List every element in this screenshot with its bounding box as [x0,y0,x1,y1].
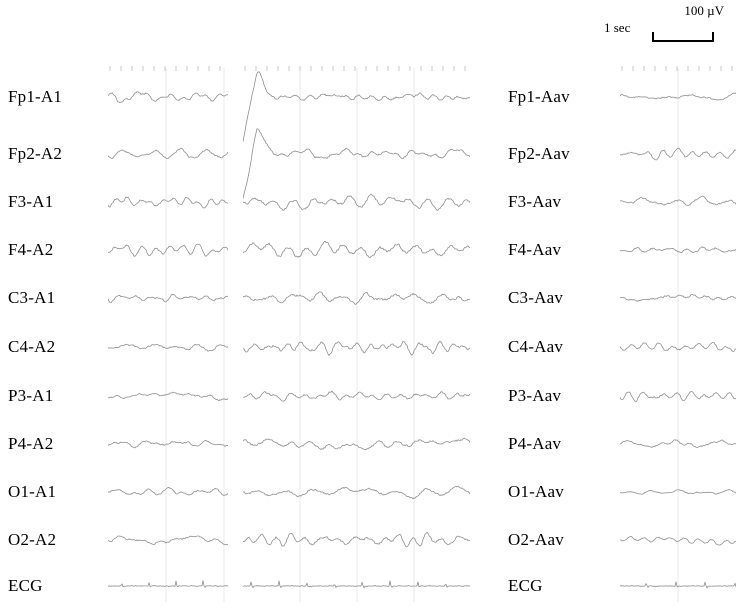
channel-label-fp1-a1: Fp1-A1 [8,87,63,106]
channel-label-o2-a2: O2-A2 [8,530,57,549]
channel-label-f4-aav: F4-Aav [508,240,562,259]
eeg-trace-f4-a2 [108,244,228,256]
eeg-trace-fp2-a2 [108,148,228,159]
channel-label-o1-aav: O1-Aav [508,482,564,501]
channel-label-fp2-aav: Fp2-Aav [508,144,570,163]
panel-1-svg [108,62,228,608]
channel-label-p4-a2: P4-A2 [8,434,54,453]
eeg-trace-c4-a2 [108,344,228,351]
channel-label-p4-aav: P4-Aav [508,434,562,453]
eeg-trace-c3-a1 [108,294,228,303]
panel-2-svg [243,62,470,608]
eeg-trace-p3-a1 [108,392,228,401]
channel-label-f3-aav: F3-Aav [508,192,562,211]
calibration-marker [604,4,724,44]
panel-3-svg [620,62,736,608]
eeg-trace-ecg [108,581,228,588]
channel-label-c4-a2: C4-A2 [8,337,56,356]
calibration-bar [652,32,714,42]
channel-label-c3-a1: C3-A1 [8,288,56,307]
trace-panel-3 [620,62,736,608]
channel-label-o2-aav: O2-Aav [508,530,564,549]
channel-label-f4-a2: F4-A2 [8,240,54,259]
channel-label-f3-a1: F3-A1 [8,192,54,211]
channel-label-p3-aav: P3-Aav [508,386,562,405]
eeg-trace-fp1-a1 [108,92,228,103]
trace-panel-1 [108,62,228,608]
channel-label-p3-a1: P3-A1 [8,386,54,405]
channel-label-o1-a1: O1-A1 [8,482,57,501]
eeg-trace-o1-a1 [108,487,228,495]
channel-label-fp1-aav: Fp1-Aav [508,87,570,106]
channel-label-c3-aav: C3-Aav [508,288,564,307]
eeg-trace-f3-a1 [108,197,228,208]
calibration-bar-horizontal [652,40,714,42]
calibration-time-label: 1 sec [604,20,631,35]
channel-label-ecg: ECG [508,576,543,595]
calibration-amplitude-label: 100 µV [684,3,724,18]
eeg-trace-p4-a2 [108,440,228,448]
channel-label-fp2-a2: Fp2-A2 [8,144,63,163]
channel-label-c4-aav: C4-Aav [508,337,564,356]
trace-panel-2 [243,62,470,608]
channel-label-ecg: ECG [8,576,43,595]
eeg-trace-o2-a2 [108,536,228,545]
calibration-bar-right-tick [712,32,714,42]
